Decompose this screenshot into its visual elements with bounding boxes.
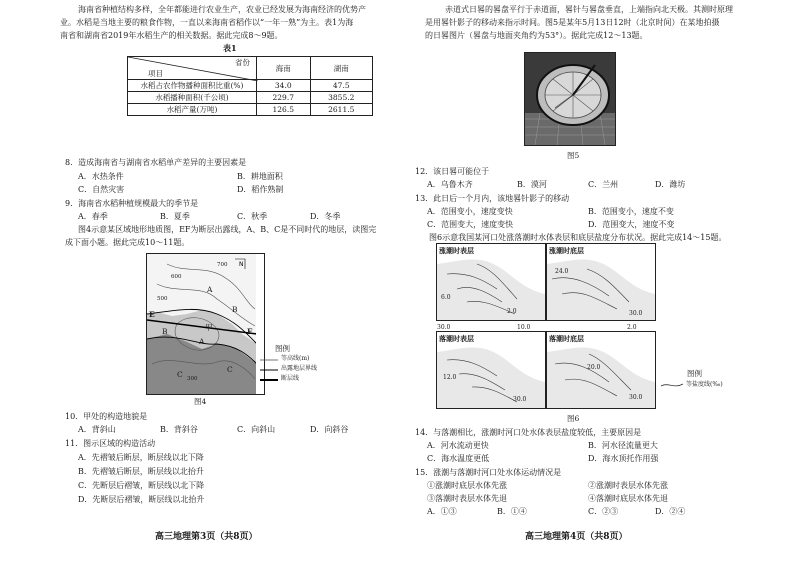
q14-option-a[interactable]: A．河水流动更快 [427,441,489,450]
cell-value: 126.5 [257,104,311,116]
fig6-panel-flood-bottom [546,243,656,321]
fig6-value: 12.0 [443,374,457,381]
fig6-panel-title: 涨潮时底层 [549,246,584,255]
intro-line-1: 海南省种植结构多样，全年都能进行农业生产，农业已经发展为海南经济的优势产 [78,5,366,14]
fig6-value: 30.0 [629,310,643,317]
fig6-panel-ebb-bottom [546,331,656,409]
q14-option-d[interactable]: D．海水顶托作用强 [588,454,659,463]
corner-bottom-label: 项目 [148,69,163,78]
fig4-label-b1: B [232,305,238,314]
contour-label: 300 [187,376,198,382]
q13-option-c[interactable]: C．范围变大，速度变快 [427,220,514,229]
q10-option-c[interactable]: C．向斜山 [237,425,276,434]
q9-option-d[interactable]: D．冬季 [310,212,341,221]
cell-value: 47.5 [310,80,372,92]
fig4-caption: 图4 [194,397,207,406]
figure-5-sundial-photo [524,52,616,146]
fig4-label-b2: B [162,327,168,336]
table-row [128,80,373,92]
q8-option-d[interactable]: D．稻作熟制 [237,185,284,194]
fig4-label-a2: A [199,337,205,346]
q10-option-d[interactable]: D．向斜谷 [310,425,349,434]
fig6-value: 6.0 [441,294,451,301]
contour-label: 700 [217,262,228,268]
fig6-value: 30.0 [513,396,527,403]
fig6-legend-symbol [660,381,684,389]
fig4-label-a1: A [207,285,213,294]
fig6-value: 2.0 [627,324,637,331]
fig6-intro: 图6示意我国某河口处涨落潮时水体表层和底层盐度分布状况。据此完成14～15题。 [429,233,727,242]
fig6-panel-title: 落潮时底层 [549,334,584,343]
q8-stem: 8．造成海南省与湖南省水稻单产差异的主要因素是 [65,158,247,167]
page-3-footer: 高三地理第3页（共8页） [155,532,258,542]
fig4-label-jia: 甲 [205,323,213,332]
intro-line-1: 赤道式日晷的晷盘平行于赤道面，晷针与晷盘垂直，上端指向北天极。其测时原理 [445,5,733,14]
fig4-legend-item: 出露地层界线 [281,365,318,372]
intro-line-3: 南省和湖南省2019年水稻生产的相关数据。据此完成8～9题。 [60,31,283,40]
q10-option-a[interactable]: A．背斜山 [78,425,116,434]
row-label: 水稻播种面积(千公顷) [128,92,257,104]
fig6-panel-title: 涨潮时表层 [439,246,474,255]
q11-option-c[interactable]: C．先断层后褶皱，断层线以北下降 [78,481,205,490]
q15-item: ④落潮时底层水体先退 [588,494,668,503]
fig4-intro-1: 图4示意某区域地形地质图，EF为断层出露线，A、B、C是不同时代的地层，读图完 [78,225,377,234]
table-corner-cell [128,57,257,80]
q8-option-b[interactable]: B．耕地面积 [237,172,283,181]
intro-line-2: 是用晷针影子的移动来指示时间。图5是某年5月13日12时（北京时间）在某地拍摄 [425,18,720,27]
cell-value: 3855.2 [310,92,372,104]
cell-value: 34.0 [257,80,311,92]
q9-option-c[interactable]: C．秋季 [237,212,268,221]
q13-option-a[interactable]: A．范围变小，速度变快 [427,207,513,216]
q9-option-b[interactable]: B．夏季 [160,212,190,221]
q9-stem: 9．海南省水稻种植规模最大的季节是 [65,199,199,208]
table-row [128,92,373,104]
q13-stem: 13．此日后一个月内，该地晷针影子的移动 [415,194,570,203]
q13-option-b[interactable]: B．范围变小，速度不变 [588,207,674,216]
contour-label: 500 [157,296,168,302]
q8-option-c[interactable]: C．自然灾害 [78,185,125,194]
row-label: 水稻产量(万吨) [128,104,257,116]
contour-label: 600 [171,274,182,280]
cell-value: 229.7 [257,92,311,104]
q10-option-b[interactable]: B．背斜谷 [160,425,198,434]
fig4-label-f: F [247,327,253,336]
q12-option-d[interactable]: D．潍坊 [655,180,686,189]
fig4-label-e: E [149,310,155,319]
rice-data-table [127,56,373,116]
table-title: 表1 [223,43,237,53]
q15-item: ①涨潮时底层水体先涨 [427,481,507,490]
fig5-caption: 图5 [567,151,580,160]
header-hunan: 湖南 [310,57,372,80]
q15-item: ③落潮时表层水体先退 [427,494,507,503]
cell-value: 2611.5 [310,104,372,116]
q11-option-a[interactable]: A．先褶皱后断层，断层线以北下降 [78,453,204,462]
fig4-legend-item: 断层线 [281,375,300,382]
fig6-panel-ebb-surface [436,331,546,409]
q15-option-d[interactable]: D．②④ [655,507,686,516]
q12-stem: 12．该日晷可能位于 [415,167,490,176]
page-4-footer: 高三地理第4页（共8页） [525,532,628,542]
q13-option-d[interactable]: D．范围变大，速度不变 [588,220,675,229]
q9-option-a[interactable]: A．春季 [78,212,108,221]
q12-option-b[interactable]: B．漠河 [517,180,547,189]
fig6-value: 20.0 [587,364,601,371]
corner-top-label: 省份 [235,58,250,67]
table-row [128,104,373,116]
fig6-value: 2.0 [507,308,517,315]
fig6-legend-title: 图例 [687,369,702,378]
q12-option-c[interactable]: C．兰州 [588,180,619,189]
q15-option-c[interactable]: C．②③ [588,507,619,516]
fig6-value: 10.0 [517,324,531,331]
q10-stem: 10．甲处的构造地貌是 [65,412,148,421]
q15-option-b[interactable]: B．①④ [497,507,527,516]
figure-4-map [146,253,258,395]
fig6-value: 30.0 [629,394,643,401]
q14-option-c[interactable]: C．海水温度更低 [427,454,490,463]
q14-stem: 14．与落潮相比，涨潮时河口处水体表层盐度较低，主要原因是 [415,428,642,437]
q15-item: ②涨潮时表层水体先涨 [588,481,668,490]
fig6-legend-item: 等盐度线(‰) [686,381,723,388]
row-label: 水稻占农作物播种面积比重(%) [128,80,257,92]
q11-option-b[interactable]: B．先褶皱后断层，断层线以北抬升 [78,467,204,476]
q8-option-a[interactable]: A．水热条件 [78,172,124,181]
fig6-caption: 图6 [567,414,580,423]
fig4-legend-item: 等高线(m) [281,355,310,362]
q14-option-b[interactable]: B．河水径流量更大 [588,441,658,450]
q12-option-a[interactable]: A．乌鲁木齐 [427,180,473,189]
fig4-legend-title: 图例 [275,344,290,353]
fig4-label-c1: C [177,370,183,379]
page-4 [397,0,794,561]
q11-option-d[interactable]: D．先断层后褶皱，断层线以北抬升 [78,495,205,504]
q15-stem: 15．涨潮与落潮时河口处水体运动情况是 [415,468,562,477]
q11-stem: 11．图示区域的构造活动 [65,439,156,448]
fig6-panel-flood-surface [436,243,546,321]
intro-line-3: 的日晷图片（晷盘与地面夹角约为53°）。据此完成12～13题。 [425,31,648,40]
fig6-value: 30.0 [437,324,451,331]
svg-text:N: N [239,261,244,268]
header-hainan: 海南 [257,57,311,80]
q15-option-a[interactable]: A．①③ [427,507,457,516]
fig4-label-c2: C [227,365,233,374]
fig6-value: 24.0 [555,268,569,275]
fig4-legend-symbols [258,356,280,386]
fig4-intro-2: 成下面小题。据此完成10～11题。 [65,238,190,247]
intro-line-2: 业。水稻是当地主要的粮食作物，一直以来海南省稻作以“一年一熟”为主。表1为海 [60,18,354,27]
fig6-panel-title: 落潮时表层 [439,334,474,343]
